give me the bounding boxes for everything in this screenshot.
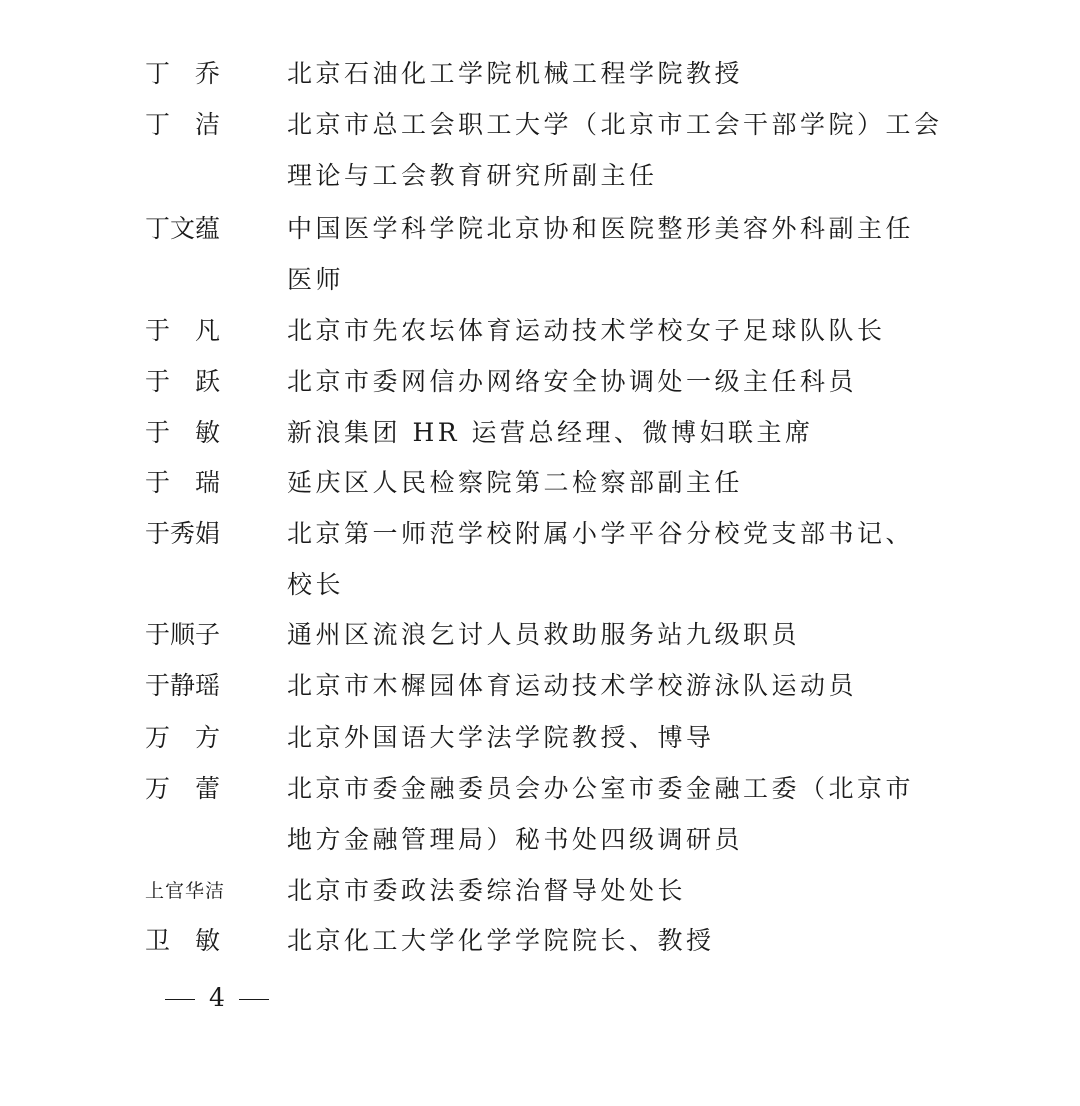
title-line: 理论与工会教育研究所副主任 xyxy=(287,161,658,190)
person-name: 于顺子 xyxy=(145,620,221,649)
person-title xyxy=(287,408,947,459)
person-title xyxy=(287,357,947,408)
person-title xyxy=(287,661,947,712)
page-footer xyxy=(165,973,269,1023)
person-title xyxy=(287,713,947,764)
person-name: 万 方 xyxy=(145,723,221,752)
title-line: 地方金融管理局）秘书处四级调研员 xyxy=(287,825,744,854)
person-name: 万 蕾 xyxy=(145,774,221,803)
title-line: 北京市委政法委综治督导处处长 xyxy=(287,876,687,905)
title-line: 北京市委网信办网络安全协调处一级主任科员 xyxy=(287,367,858,396)
title-line: 延庆区人民检察院第二检察部副主任 xyxy=(287,468,744,497)
page-number: 4 xyxy=(209,983,225,1012)
person-name: 于秀娟 xyxy=(145,519,221,548)
person-title xyxy=(287,100,947,202)
title-line: 校长 xyxy=(287,570,345,599)
title-line: 北京化工大学化学学院院长、教授 xyxy=(287,926,715,955)
person-title xyxy=(287,610,947,661)
title-line: 北京市委金融委员会办公室市委金融工委（北京市 xyxy=(287,774,915,803)
person-title xyxy=(287,458,947,509)
person-name: 卫 敏 xyxy=(145,926,221,955)
title-line: 北京市木樨园体育运动技术学校游泳队运动员 xyxy=(287,671,858,700)
person-name: 于 凡 xyxy=(145,316,221,345)
person-title xyxy=(287,916,947,967)
title-line: 北京外国语大学法学院教授、博导 xyxy=(287,723,715,752)
person-name: 丁文蕴 xyxy=(145,214,221,243)
person-name: 于静瑶 xyxy=(145,671,221,700)
person-name: 于 敏 xyxy=(145,418,221,447)
title-line: 中国医学科学院北京协和医院整形美容外科副主任 xyxy=(287,214,915,243)
person-title xyxy=(287,866,947,917)
person-title xyxy=(287,509,947,611)
person-name: 于 瑞 xyxy=(145,468,221,497)
person-title xyxy=(287,306,947,357)
footer-dash-right xyxy=(239,999,269,1000)
footer-dash-left xyxy=(165,999,195,1000)
title-line: 医师 xyxy=(287,265,345,294)
person-name: 于 跃 xyxy=(145,367,221,396)
title-line: 通州区流浪乞讨人员救助服务站九级职员 xyxy=(287,620,801,649)
person-name: 丁 洁 xyxy=(145,110,221,139)
title-line: 北京市总工会职工大学（北京市工会干部学院）工会 xyxy=(287,110,943,139)
person-name: 丁 乔 xyxy=(145,59,221,88)
person-name: 上官华洁 xyxy=(145,880,226,902)
title-line: 北京石油化工学院机械工程学院教授 xyxy=(287,59,744,88)
person-title xyxy=(287,764,947,866)
person-title xyxy=(287,204,947,306)
title-line: 北京第一师范学校附属小学平谷分校党支部书记、 xyxy=(287,519,915,548)
title-line: 新浪集团 HR 运营总经理、微博妇联主席 xyxy=(287,418,814,447)
title-line: 北京市先农坛体育运动技术学校女子足球队队长 xyxy=(287,316,886,345)
person-title xyxy=(287,49,947,100)
